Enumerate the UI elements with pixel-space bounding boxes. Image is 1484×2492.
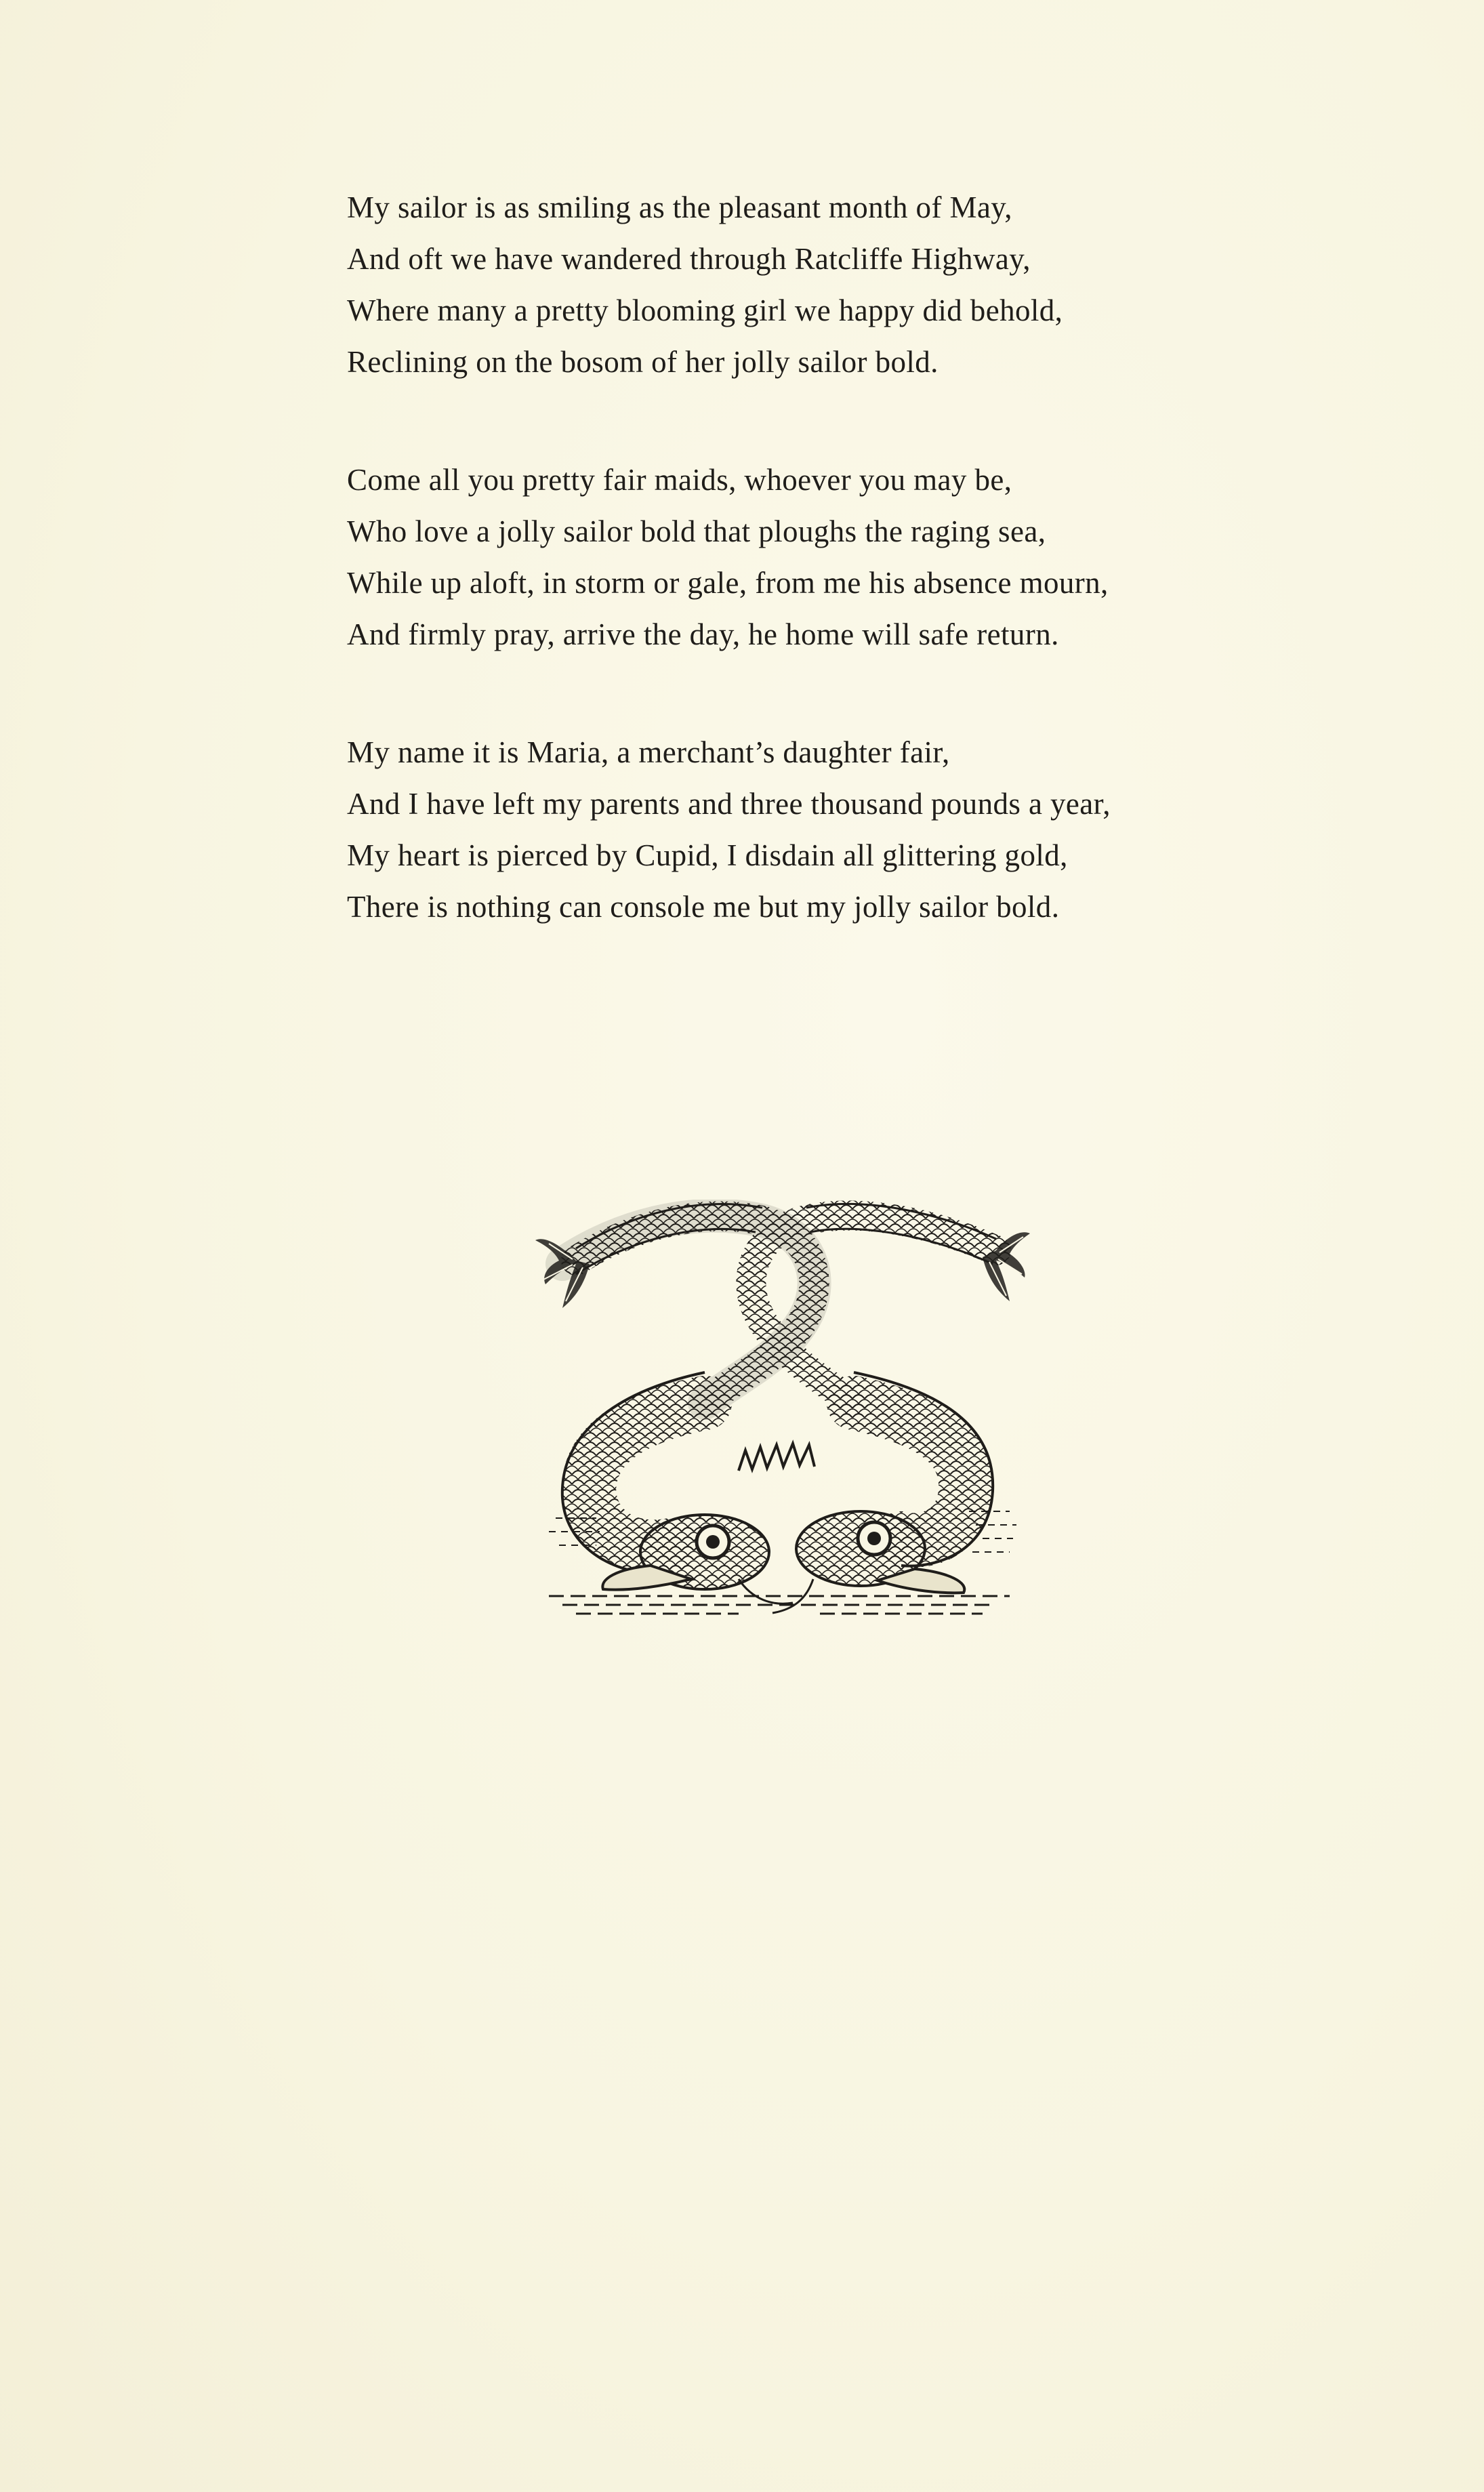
poem-line: Who love a jolly sailor bold that ploughs the raging sea, bbox=[347, 514, 1046, 548]
stanza-2 bbox=[347, 454, 1458, 660]
poem-line: Reclining on the bosom of her jolly sailor bold. bbox=[347, 345, 939, 379]
poem-line: Where many a pretty blooming girl we happy did behold, bbox=[347, 293, 1063, 327]
poem-line: And firmly pray, arrive the day, he home will safe return. bbox=[347, 617, 1059, 651]
poem-line: Come all you pretty fair maids, whoever you may be, bbox=[347, 463, 1012, 497]
poem-line: My heart is pierced by Cupid, I disdain all glittering gold, bbox=[347, 838, 1068, 872]
intertwined-dolphins-woodcut-icon bbox=[535, 1200, 1030, 1633]
stanza-3 bbox=[347, 727, 1458, 933]
poem-line: My sailor is as smiling as the pleasant month of May, bbox=[347, 190, 1012, 224]
poem-line: And oft we have wandered through Ratcliffe Highway, bbox=[347, 242, 1031, 276]
poem-line: And I have left my parents and three thousand pounds a year, bbox=[347, 787, 1111, 821]
poem-line: While up aloft, in storm or gale, from me his absence mourn, bbox=[347, 566, 1109, 600]
poem-line: There is nothing can console me but my jolly sailor bold. bbox=[347, 890, 1060, 924]
poem-line: My name it is Maria, a merchant’s daughter fair, bbox=[347, 735, 950, 769]
stanza-1 bbox=[347, 182, 1458, 388]
poem bbox=[347, 182, 1458, 999]
